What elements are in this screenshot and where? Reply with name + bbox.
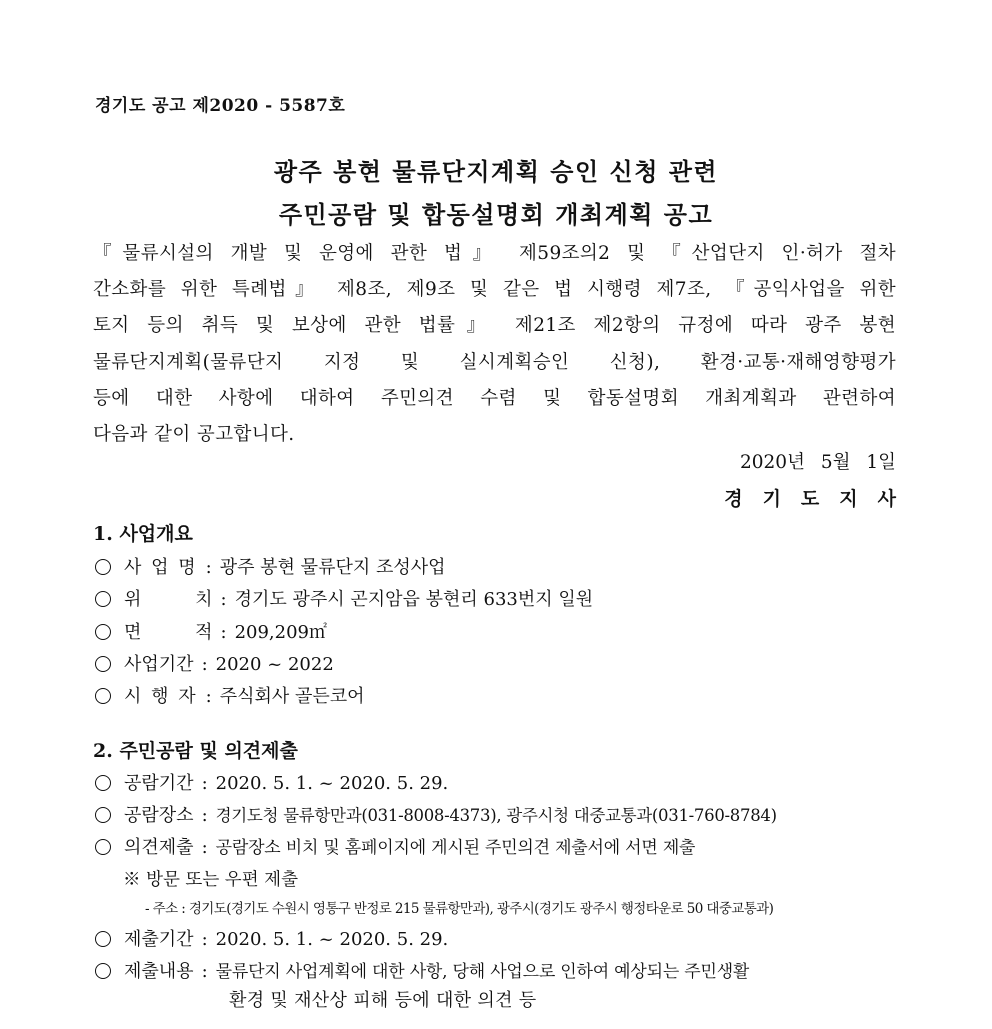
item-label: 사업기간 — [124, 654, 194, 675]
circle-bullet-icon — [95, 775, 111, 791]
notice-date: 2020년 5월 1일 — [740, 452, 896, 473]
address-line: - 주소 : 경기도(경기도 수원시 영통구 반정로 215 물류항만과), 광주시(경기도 광주시 행정타운로 50 대중교통과) — [145, 901, 774, 917]
circle-bullet-icon — [95, 591, 111, 607]
item-label: 제출기간 — [124, 929, 194, 950]
item-label: 공람장소 — [124, 805, 194, 826]
list-item: 사업기간 : 2020 ~ 2022 — [95, 650, 334, 676]
submission-note: ※ 방문 또는 우편 제출 — [123, 870, 298, 890]
item-value-continuation: 환경 및 재산상 피해 등에 대한 의견 등 — [229, 990, 537, 1011]
item-label: 의견제출 — [124, 837, 194, 858]
list-item: 제출내용 : 물류단지 사업계획에 대한 사항, 당해 사업으로 인하여 예상되는 주민생활 — [95, 957, 749, 983]
list-item: 위 치 : 경기도 광주시 곤지암읍 봉현리 633번지 일원 — [95, 585, 593, 611]
list-item: 시 행 자 : 주식회사 골든코어 — [95, 682, 365, 708]
circle-bullet-icon — [95, 688, 111, 704]
document-title-line-1: 광주 봉현 물류단지계획 승인 신청 관련 — [273, 157, 719, 186]
list-item: 의견제출 : 공람장소 비치 및 홈페이지에 게시된 주민의견 제출서에 서면 제출 — [95, 833, 695, 859]
item-label: 위 치 — [124, 589, 213, 610]
list-item: 공람기간 : 2020. 5. 1. ~ 2020. 5. 29. — [95, 769, 448, 795]
item-label: 사 업 명 — [124, 557, 198, 578]
list-item: 제출기간 : 2020. 5. 1. ~ 2020. 5. 29. — [95, 925, 448, 951]
circle-bullet-icon — [95, 839, 111, 855]
intro-line: 간소화를 위한 특례법』 제8조, 제9조 및 같은 법 시행령 제7조, 『공익사업을 위한 — [93, 279, 896, 301]
intro-line: 다음과 같이 공고합니다. — [93, 424, 295, 446]
document-title-line-2: 주민공람 및 합동설명회 개최계획 공고 — [278, 200, 714, 229]
circle-bullet-icon — [95, 931, 111, 947]
list-item: 사 업 명 : 광주 봉현 물류단지 조성사업 — [95, 553, 446, 579]
item-value: 광주 봉현 물류단지 조성사업 — [219, 557, 446, 578]
item-value: 경기도 광주시 곤지암읍 봉현리 633번지 일원 — [234, 589, 594, 610]
circle-bullet-icon — [95, 559, 111, 575]
item-label: 제출내용 — [124, 961, 194, 982]
item-value: 2020 ~ 2022 — [215, 654, 334, 675]
list-item: 공람장소 : 경기도청 물류항만과(031-8008-4373), 광주시청 대중교통과(031-760-8784) — [95, 801, 777, 827]
item-value: 물류단지 사업계획에 대한 사항, 당해 사업으로 인하여 예상되는 주민생활 — [215, 962, 750, 982]
circle-bullet-icon — [95, 963, 111, 979]
item-label: 면 적 — [124, 622, 213, 643]
item-value: 2020. 5. 1. ~ 2020. 5. 29. — [215, 773, 449, 794]
item-value: 주식회사 골든코어 — [219, 686, 365, 707]
signer: 경기도지사 — [724, 488, 916, 510]
intro-line: 『물류시설의 개발 및 운영에 관한 법』 제59조의2 및 『산업단지 인·허가 절차 — [93, 243, 896, 264]
section-1-heading: 1. 사업개요 — [93, 523, 193, 545]
intro-line: 등에 대한 사항에 대하여 주민의견 수렴 및 합동설명회 개최계획과 관련하여 — [93, 387, 896, 409]
item-value: 공람장소 비치 및 홈페이지에 게시된 주민의견 제출서에 서면 제출 — [215, 838, 696, 858]
circle-bullet-icon — [95, 624, 111, 640]
intro-paragraph — [93, 236, 896, 453]
notice-number: 경기도 공고 제2020 - 5587호 — [95, 96, 346, 116]
circle-bullet-icon — [95, 656, 111, 672]
section-2-heading: 2. 주민공람 및 의견제출 — [93, 740, 298, 762]
list-item: 면 적 : 209,209㎡ — [95, 618, 327, 644]
item-value: 209,209㎡ — [234, 622, 328, 643]
item-value: 2020. 5. 1. ~ 2020. 5. 29. — [215, 929, 449, 950]
item-label: 공람기간 — [124, 773, 194, 794]
item-value: 경기도청 물류항만과(031-8008-4373), 광주시청 대중교통과(031-760-8784) — [215, 806, 777, 825]
item-label: 시 행 자 — [124, 686, 198, 707]
intro-line: 토지 등의 취득 및 보상에 관한 법률』 제21조 제2항의 규정에 따라 광주 봉현 — [93, 315, 896, 337]
circle-bullet-icon — [95, 807, 111, 823]
intro-line: 물류단지계획(물류단지 지정 및 실시계획승인 신청), 환경·교통·재해영향평가 — [93, 351, 896, 373]
